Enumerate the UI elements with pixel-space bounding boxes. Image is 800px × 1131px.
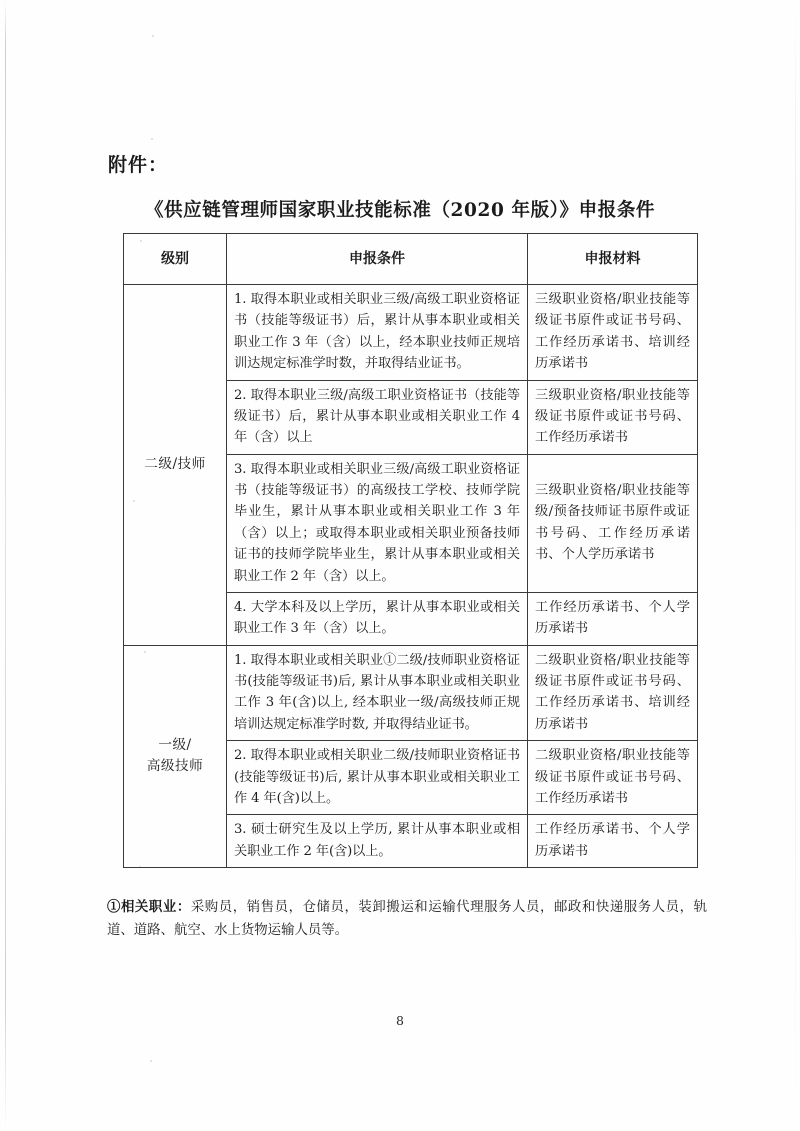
condition-cell: 1. 取得本职业或相关职业三级/高级工职业资格证书（技能等级证书）后，累计从事本职业或相关职业工作 3 年（含）以上，经本职业技师正规培训达规定标准学时数，并取得结业证书。	[227, 285, 528, 381]
column-header-materials: 申报材料	[528, 234, 698, 285]
scan-speck	[150, 1060, 152, 1062]
scan-edge-left	[5, 0, 6, 1131]
table-row	[124, 285, 698, 381]
material-cell: 二级职业资格/职业技能等级证书原件或证书号码、工作经历承诺书、培训经历承诺书	[528, 645, 698, 741]
footnote-text: 采购员，销售员，仓储员，装卸搬运和运输代理服务人员，邮政和快递服务人员，轨道、道路、航空、水上货物运输人员等。	[107, 900, 708, 939]
condition-cell: 4. 大学本科及以上学历，累计从事本职业或相关职业工作 3 年（含）以上。	[227, 592, 528, 645]
table-header-row	[124, 234, 698, 285]
condition-cell: 3. 取得本职业或相关职业三级/高级工职业资格证书（技能等级证书）的高级技工学校、技师学院毕业生，累计从事本职业或相关职业工作 3 年（含）以上；或取得本职业或相关职业预备技师证书的技师学院毕业生，累计从事本职业或相关职业工作 2 年（含）以上。	[227, 454, 528, 592]
condition-cell: 2. 取得本职业三级/高级工职业资格证书（技能等级证书）后，累计从事本职业或相关职业工作 4 年（含）以上	[227, 380, 528, 454]
material-cell: 工作经历承诺书、个人学历承诺书	[528, 592, 698, 645]
page-title: 《供应链管理师国家职业技能标准（2020 年版）》申报条件	[144, 200, 656, 221]
application-conditions-table	[123, 233, 698, 868]
scan-speck	[151, 138, 153, 140]
page-number: 8	[396, 1013, 404, 1028]
material-cell: 三级职业资格/职业技能等级证书原件或证书号码、工作经历承诺书、培训经历承诺书	[528, 285, 698, 381]
scan-edge-right	[795, 0, 796, 1131]
material-cell: 三级职业资格/职业技能等级/预备技师证书原件或证书号码、工作经历承诺书、个人学历承诺书	[528, 454, 698, 592]
level-cell-grade1	[124, 645, 227, 867]
level-line-2: 高级技师	[146, 757, 204, 774]
attachment-label: 附件：	[108, 154, 169, 176]
level-line-1: 一级/	[158, 737, 192, 754]
footnote	[107, 896, 707, 942]
footnote-marker: ①相关职业：	[107, 899, 191, 915]
material-cell: 二级职业资格/职业技能等级证书原件或证书号码、工作经历承诺书	[528, 741, 698, 815]
material-cell: 三级职业资格/职业技能等级证书原件或证书号码、工作经历承诺书	[528, 380, 698, 454]
scan-speck	[152, 35, 154, 37]
material-cell: 工作经历承诺书、个人学历承诺书	[528, 815, 698, 868]
condition-cell: 1. 取得本职业或相关职业①二级/技师职业资格证书(技能等级证书)后, 累计从事本职业或相关职业工作 3 年(含)以上, 经本职业一级/高级技师正规培训达规定标准学时数, 并取得结业证书。	[227, 645, 528, 741]
table-row	[124, 645, 698, 741]
level-cell-grade2: 二级/技师	[124, 285, 227, 646]
column-header-level: 级别	[124, 234, 227, 285]
condition-cell: 2. 取得本职业或相关职业二级/技师职业资格证书(技能等级证书)后, 累计从事本职业或相关职业工作 4 年(含)以上。	[227, 741, 528, 815]
condition-cell: 3. 硕士研究生及以上学历, 累计从事本职业或相关职业工作 2 年(含)以上。	[227, 815, 528, 868]
column-header-conditions: 申报条件	[227, 234, 528, 285]
